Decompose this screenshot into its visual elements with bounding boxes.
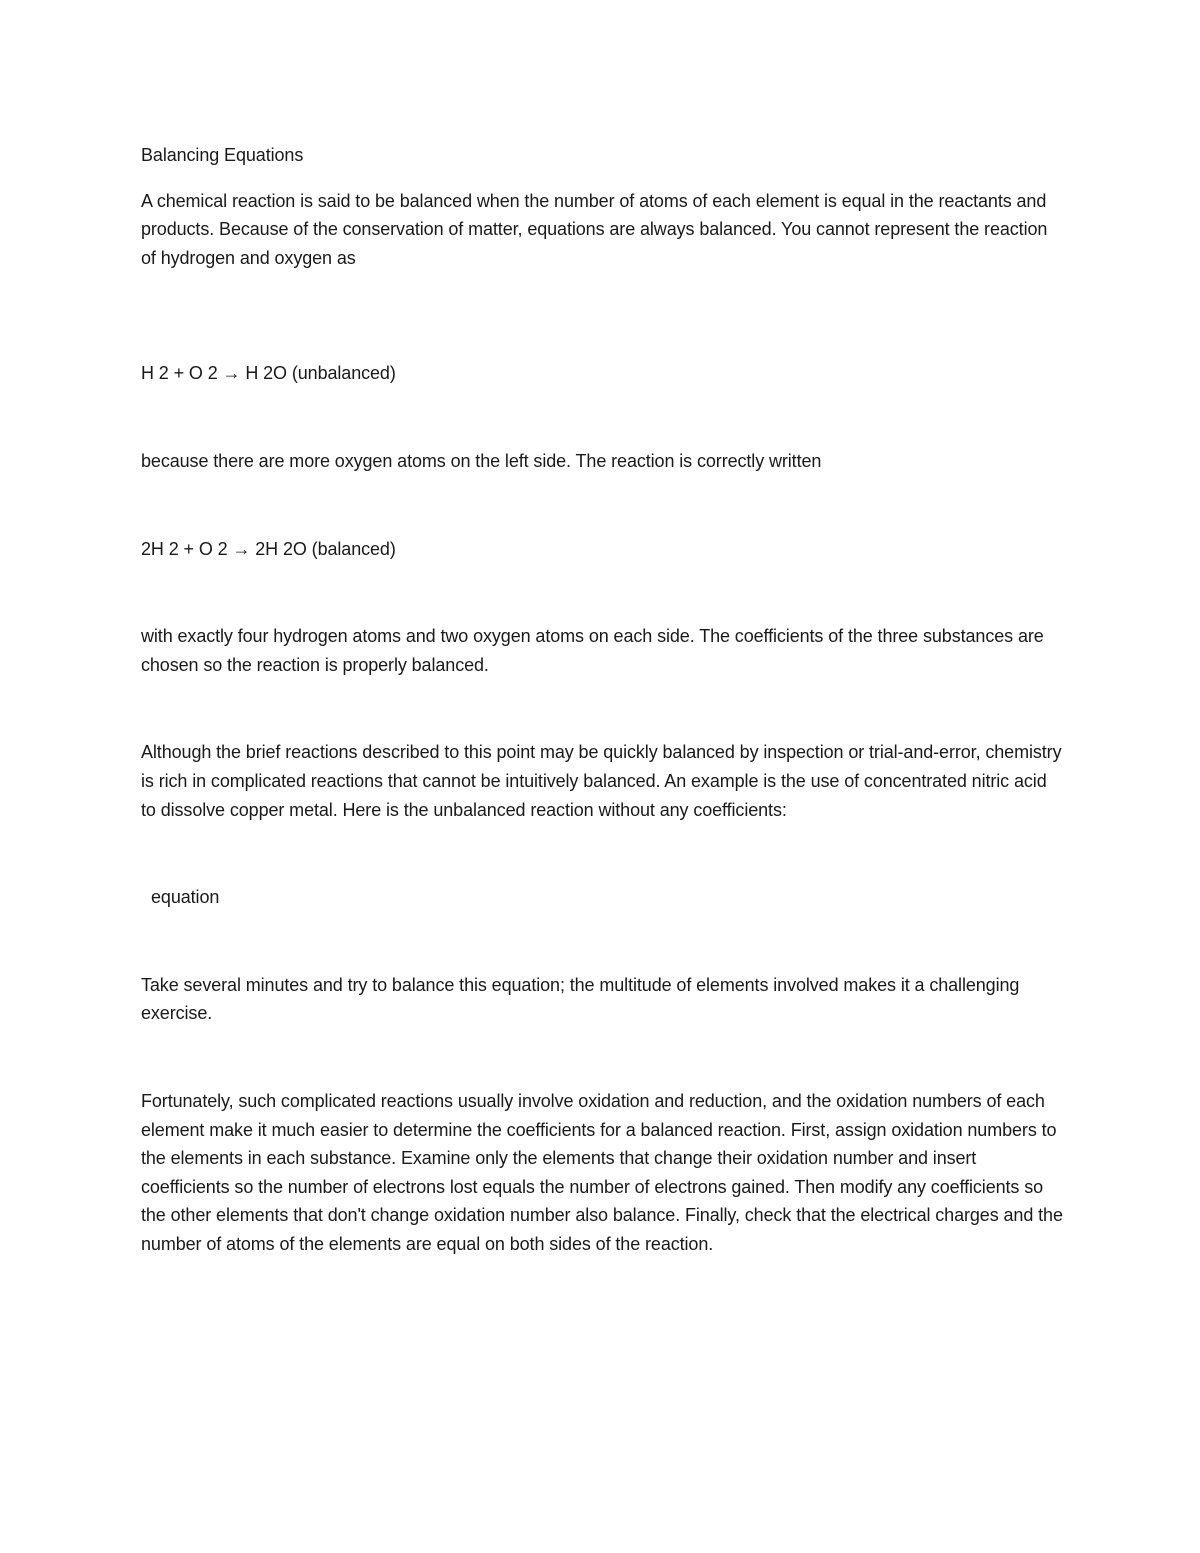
equation-unbalanced: H 2 + O 2 → H 2O (unbalanced) — [141, 363, 396, 384]
document-body — [141, 141, 1066, 1258]
paragraph-exercise: Take several minutes and try to balance this equation; the multitude of elements involved makes it a challenging exercise. — [141, 974, 1020, 1024]
document-title: Balancing Equations — [141, 145, 304, 165]
paragraph-oxidation-method: Fortunately, such complicated reactions usually involve oxidation and reduction, and the oxidation numbers of each element make it much easier to determine the coefficients for a balanced reaction. First, assign oxidation numbers to the elements in each substance. Examine only the elements that change their oxidation number and insert coefficients so the number of electrons lost equals the number of electrons gained. Then modify any coefficients so the other elements that don't change oxidation number also balance. Finally, check that the electrical charges and the number of atoms of the elements are equal on both sides of the reaction. — [141, 1090, 1063, 1254]
paragraph-intro: A chemical reaction is said to be balanced when the number of atoms of each element is equal in the reactants and products. Because of the conservation of matter, equations are always balanced. You cannot represent the reaction of hydrogen and oxygen as — [141, 190, 1048, 268]
paragraph-complicated-reactions: Although the brief reactions described to this point may be quickly balanced by inspection or trial-and-error, chemistry is rich in complicated reactions that cannot be intuitively balanced. An example is the use of concentrated nitric acid to dissolve copper metal. Here is the unbalanced reaction without any coefficients: — [141, 742, 1062, 820]
paragraph-oxygen-explanation: because there are more oxygen atoms on the left side. The reaction is correctly written — [141, 450, 822, 471]
equation-placeholder: equation — [151, 887, 220, 908]
paragraph-coefficients: with exactly four hydrogen atoms and two oxygen atoms on each side. The coefficients of the three substances are chosen so the reaction is properly balanced. — [141, 626, 1044, 675]
equation-balanced: 2H 2 + O 2 → 2H 2O (balanced) — [141, 538, 396, 559]
